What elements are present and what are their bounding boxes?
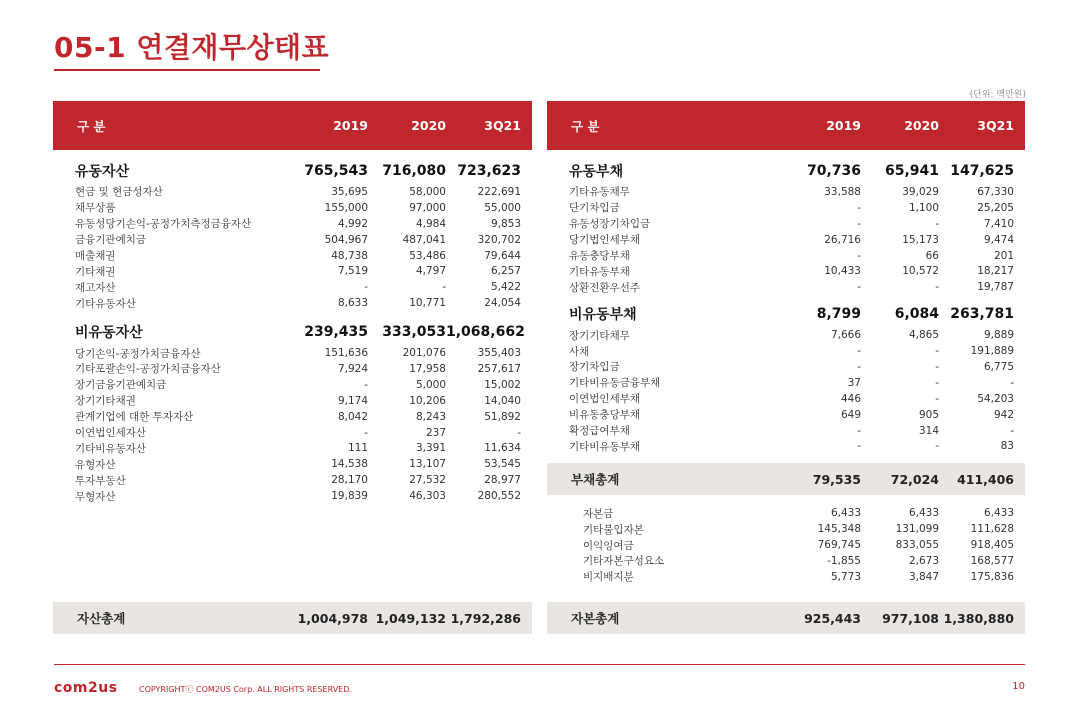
row-value: 314 (918, 424, 939, 437)
section-value: 716,080 (382, 163, 446, 179)
equity-total-row (547, 602, 1025, 634)
section-label: 비유동부채 (569, 307, 637, 324)
table-row (547, 553, 1025, 569)
row-value: 280,552 (477, 490, 521, 503)
copyright-text: COPYRIGHTⓒ COM2US Corp. ALL RIGHTS RESERVED. (139, 685, 352, 694)
row-value: 131,099 (895, 523, 939, 536)
table-row (547, 521, 1025, 537)
row-value: 201 (993, 249, 1014, 262)
total-value: 79,535 (812, 471, 861, 487)
row-label: 금융기관예치금 (75, 234, 147, 247)
row-value: - (935, 392, 939, 405)
row-value: 9,174 (337, 394, 368, 407)
row-value: 2,673 (908, 554, 939, 567)
row-value: 942 (993, 408, 1014, 421)
table-row (53, 295, 532, 311)
total-value: 1,380,880 (943, 610, 1014, 626)
row-value: 6,433 (908, 507, 939, 520)
liabilities-total-row (547, 463, 1025, 495)
row-value: - (857, 345, 861, 358)
table-row (53, 393, 532, 409)
assets-total-row (53, 602, 532, 634)
row-value: 769,745 (817, 539, 861, 552)
row-value: 51,892 (484, 410, 521, 423)
row-value: 6,433 (830, 507, 861, 520)
row-value: 1,100 (908, 201, 939, 214)
row-value: - (935, 345, 939, 358)
row-value: 37 (847, 376, 861, 389)
table-row (547, 407, 1025, 423)
page-title: 05-1 연결재무상태표 (54, 31, 330, 64)
row-label: 유동충당부채 (569, 250, 630, 262)
row-value: - (364, 378, 368, 391)
row-label: 기타포괄손익-공정가치금융자산 (75, 363, 221, 376)
row-value: 905 (918, 408, 939, 421)
total-value: 411,406 (957, 471, 1014, 487)
row-value: 175,836 (970, 570, 1014, 583)
row-label: 비유동충당부채 (569, 409, 641, 422)
row-value: 8,243 (415, 410, 446, 423)
section-value: 147,625 (950, 163, 1014, 179)
table-row (53, 440, 532, 456)
row-label: 기타유동부채 (569, 265, 630, 278)
row-value: 3,391 (415, 442, 446, 455)
row-value: 5,773 (830, 570, 861, 583)
row-value: - (517, 426, 521, 439)
assets-total-wrap (53, 602, 532, 634)
row-value: 3,847 (908, 570, 939, 583)
row-value: 9,474 (983, 233, 1014, 246)
row-label: 이익잉여금 (583, 539, 634, 552)
row-label: 유동성당기손익-공정가치측정금융자산 (75, 218, 252, 231)
row-value: 4,797 (415, 265, 446, 278)
row-value: 28,977 (484, 474, 521, 487)
row-value: - (935, 440, 939, 453)
row-label: 비지배지분 (583, 571, 634, 584)
total-value: 1,049,132 (375, 610, 446, 626)
row-label: 상환전환우선주 (569, 281, 641, 294)
table-row (547, 184, 1025, 200)
header-year: 3Q21 (484, 118, 521, 133)
row-value: - (857, 217, 861, 230)
row-value: 4,984 (415, 217, 446, 230)
row-value: 55,000 (484, 201, 521, 214)
header-year: 2019 (826, 118, 861, 133)
row-value: 201,076 (402, 347, 446, 360)
row-value: 33,588 (824, 185, 861, 198)
row-value: 54,203 (977, 392, 1014, 405)
row-value: 8,633 (337, 297, 368, 310)
row-label: 장기기타채권 (75, 395, 136, 408)
table-row (547, 327, 1025, 343)
current-assets-list (53, 184, 532, 311)
current-liabilities-list (547, 184, 1025, 295)
company-logo: com2us (54, 680, 118, 696)
header-year: 2020 (411, 118, 446, 133)
row-value: 53,545 (484, 458, 521, 471)
row-value: 649 (840, 408, 861, 421)
table-row (53, 200, 532, 216)
row-value: 19,839 (331, 490, 368, 503)
row-value: 10,771 (409, 297, 446, 310)
row-value: - (857, 201, 861, 214)
row-value: - (857, 249, 861, 262)
section-label: 비유동자산 (75, 325, 143, 342)
row-value: - (364, 281, 368, 294)
row-value: 15,002 (484, 378, 521, 391)
row-value: 145,348 (817, 523, 861, 536)
table-row (53, 377, 532, 393)
table-row (53, 456, 532, 472)
row-value: 10,206 (409, 394, 446, 407)
table-header (547, 101, 1025, 150)
table-row (53, 472, 532, 488)
row-label: 투자부동산 (75, 474, 126, 487)
row-value: 237 (425, 426, 446, 439)
table-row (547, 438, 1025, 454)
row-value: - (857, 281, 861, 294)
table-row (547, 505, 1025, 521)
row-label: 관계기업에 대한 투자자산 (75, 411, 194, 424)
row-value: 7,519 (337, 265, 368, 278)
row-value: - (364, 426, 368, 439)
section-label: 유동자산 (75, 164, 130, 180)
table-row (547, 343, 1025, 359)
header-label: 구 분 (571, 118, 600, 134)
row-value: 25,205 (977, 201, 1014, 214)
row-value: 446 (840, 392, 861, 405)
row-value: 191,889 (970, 345, 1014, 358)
row-value: 222,691 (477, 185, 521, 198)
row-value: 14,538 (331, 458, 368, 471)
section-value: 65,941 (884, 163, 939, 179)
row-value: 5,422 (490, 281, 521, 294)
section-value: 239,435 (304, 324, 368, 341)
row-value: 28,170 (331, 474, 368, 487)
row-value: 83 (1000, 440, 1014, 453)
row-value: 10,433 (824, 265, 861, 278)
table-row (547, 423, 1025, 439)
table-row (547, 359, 1025, 375)
row-label: 유형자산 (75, 458, 116, 471)
row-value: - (935, 360, 939, 373)
table-header (53, 101, 532, 150)
row-value: 19,787 (977, 281, 1014, 294)
row-value: 67,330 (977, 185, 1014, 198)
liabilities-table (547, 101, 1025, 585)
row-label: 이연법인세부채 (569, 393, 641, 406)
row-label: 당기손익-공정가치금융자산 (75, 347, 201, 360)
row-value: 6,257 (490, 265, 521, 278)
row-label: 현금 및 현금성자산 (75, 186, 163, 199)
row-label: 기타비유동자산 (75, 442, 147, 455)
row-value: - (857, 424, 861, 437)
row-label: 기타비유동금융부채 (569, 377, 661, 390)
row-label: 재고자산 (75, 281, 116, 294)
row-label: 매출채권 (75, 250, 116, 262)
header-label: 구 분 (77, 118, 106, 134)
table-row (547, 375, 1025, 391)
header-year: 2020 (904, 118, 939, 133)
section-current-liabilities (547, 158, 1025, 184)
row-value: 111,628 (970, 523, 1014, 536)
row-value: 48,738 (331, 249, 368, 262)
table-row (53, 425, 532, 441)
page-number: 10 (1012, 681, 1025, 692)
row-label: 장기기타채무 (569, 329, 630, 342)
row-value: 10,572 (902, 265, 939, 278)
row-value: 6,433 (983, 507, 1014, 520)
table-row (547, 200, 1025, 216)
noncurrent-liabilities-list (547, 327, 1025, 454)
row-value: 66 (925, 249, 939, 262)
row-value: - (857, 440, 861, 453)
row-value: - (857, 360, 861, 373)
row-value: 8,042 (337, 410, 368, 423)
table-row (547, 279, 1025, 295)
row-label: 기타자본구성요소 (583, 555, 665, 568)
table-row (547, 216, 1025, 232)
section-value: 333,053 (382, 324, 446, 341)
section-value: 6,084 (894, 306, 939, 323)
table-row (547, 537, 1025, 553)
row-value: - (1010, 376, 1014, 389)
total-label: 자본총계 (571, 611, 620, 626)
section-noncurrent-liabilities (547, 301, 1025, 327)
row-value: 4,865 (908, 329, 939, 342)
row-label: 기타채권 (75, 265, 116, 278)
total-label: 부채총계 (571, 472, 620, 488)
row-label: 기타불입자본 (583, 523, 644, 536)
total-value: 925,443 (804, 610, 861, 626)
row-value: 53,486 (409, 249, 446, 262)
row-label: 채무상품 (75, 202, 116, 215)
row-value: 151,636 (324, 347, 368, 360)
title-underline (54, 69, 320, 71)
table-row (53, 184, 532, 200)
row-value: 14,040 (484, 394, 521, 407)
table-row (547, 569, 1025, 585)
row-label: 단기차입금 (569, 202, 620, 215)
section-current-assets (53, 158, 532, 184)
row-value: - (1010, 424, 1014, 437)
row-value: - (935, 281, 939, 294)
noncurrent-assets-list (53, 345, 532, 504)
unit-note: (단위: 백만원) (969, 90, 1026, 100)
row-value: - (935, 217, 939, 230)
row-label: 유동성장기차입금 (569, 218, 651, 231)
table-row (547, 248, 1025, 264)
row-value: 39,029 (902, 185, 939, 198)
row-value: 26,716 (824, 233, 861, 246)
row-value: 11,634 (484, 442, 521, 455)
row-value: 7,666 (830, 329, 861, 342)
row-label: 무형자산 (75, 490, 116, 503)
table-row (53, 279, 532, 295)
table-row (547, 263, 1025, 279)
row-label: 기타비유동부채 (569, 440, 641, 453)
row-value: 833,055 (895, 539, 939, 552)
row-value: 58,000 (409, 185, 446, 198)
row-label: 기타유동자산 (75, 297, 136, 310)
row-label: 사채 (569, 345, 590, 358)
row-label: 이연법인세자산 (75, 427, 147, 440)
equity-total-wrap (547, 602, 1025, 634)
row-value: 4,992 (337, 217, 368, 230)
table-row (53, 345, 532, 361)
table-row (53, 248, 532, 264)
section-value: 263,781 (950, 306, 1014, 323)
table-row (547, 232, 1025, 248)
section-value: 8,799 (816, 306, 861, 323)
row-label: 자본금 (583, 507, 614, 520)
row-value: 24,054 (484, 297, 521, 310)
section-value: 765,543 (304, 163, 368, 179)
assets-table (53, 101, 532, 504)
row-value: 487,041 (402, 233, 446, 246)
total-value: 72,024 (890, 471, 939, 487)
row-value: - (442, 281, 446, 294)
row-value: 504,967 (324, 233, 368, 246)
section-value: 70,736 (806, 163, 861, 179)
row-label: 기타유동채무 (569, 186, 630, 199)
row-value: - (935, 376, 939, 389)
section-value: 1,068,662 (446, 324, 525, 341)
row-label: 당기법인세부채 (569, 234, 641, 247)
table-row (53, 232, 532, 248)
equity-list (547, 505, 1025, 584)
row-value: 15,173 (902, 233, 939, 246)
row-value: 9,889 (983, 329, 1014, 342)
row-value: 27,532 (409, 474, 446, 487)
row-value: 918,405 (970, 539, 1014, 552)
row-value: 46,303 (409, 490, 446, 503)
row-value: 5,000 (415, 378, 446, 391)
row-value: 6,775 (983, 360, 1014, 373)
row-value: 97,000 (409, 201, 446, 214)
row-value: 111 (347, 442, 368, 455)
total-label: 자산총계 (77, 611, 126, 626)
row-value: 168,577 (970, 554, 1014, 567)
table-row (53, 361, 532, 377)
row-label: 장기차입금 (569, 361, 620, 374)
table-row (53, 263, 532, 279)
total-value: 1,792,286 (450, 610, 521, 626)
table-row (53, 216, 532, 232)
row-label: 확정급여부채 (569, 425, 630, 438)
table-row (53, 409, 532, 425)
row-value: 7,924 (337, 362, 368, 375)
header-year: 2019 (333, 118, 368, 133)
header-year: 3Q21 (977, 118, 1014, 133)
row-value: 257,617 (477, 362, 521, 375)
section-noncurrent-assets (53, 319, 532, 345)
row-value: 9,853 (490, 217, 521, 230)
row-value: 320,702 (477, 233, 521, 246)
footer-divider (54, 664, 1025, 665)
total-value: 1,004,978 (297, 610, 368, 626)
row-label: 장기금융기관예치금 (75, 379, 167, 392)
row-value: 13,107 (409, 458, 446, 471)
total-value: 977,108 (882, 610, 939, 626)
table-row (53, 488, 532, 504)
row-value: 155,000 (324, 201, 368, 214)
row-value: 7,410 (983, 217, 1014, 230)
row-value: 35,695 (331, 185, 368, 198)
table-row (547, 391, 1025, 407)
row-value: 79,644 (484, 249, 521, 262)
section-label: 유동부채 (569, 164, 624, 180)
row-value: 17,958 (409, 362, 446, 375)
row-value: 18,217 (977, 265, 1014, 278)
section-value: 723,623 (457, 163, 521, 179)
row-value: 355,403 (477, 347, 521, 360)
row-value: -1,855 (827, 554, 861, 567)
